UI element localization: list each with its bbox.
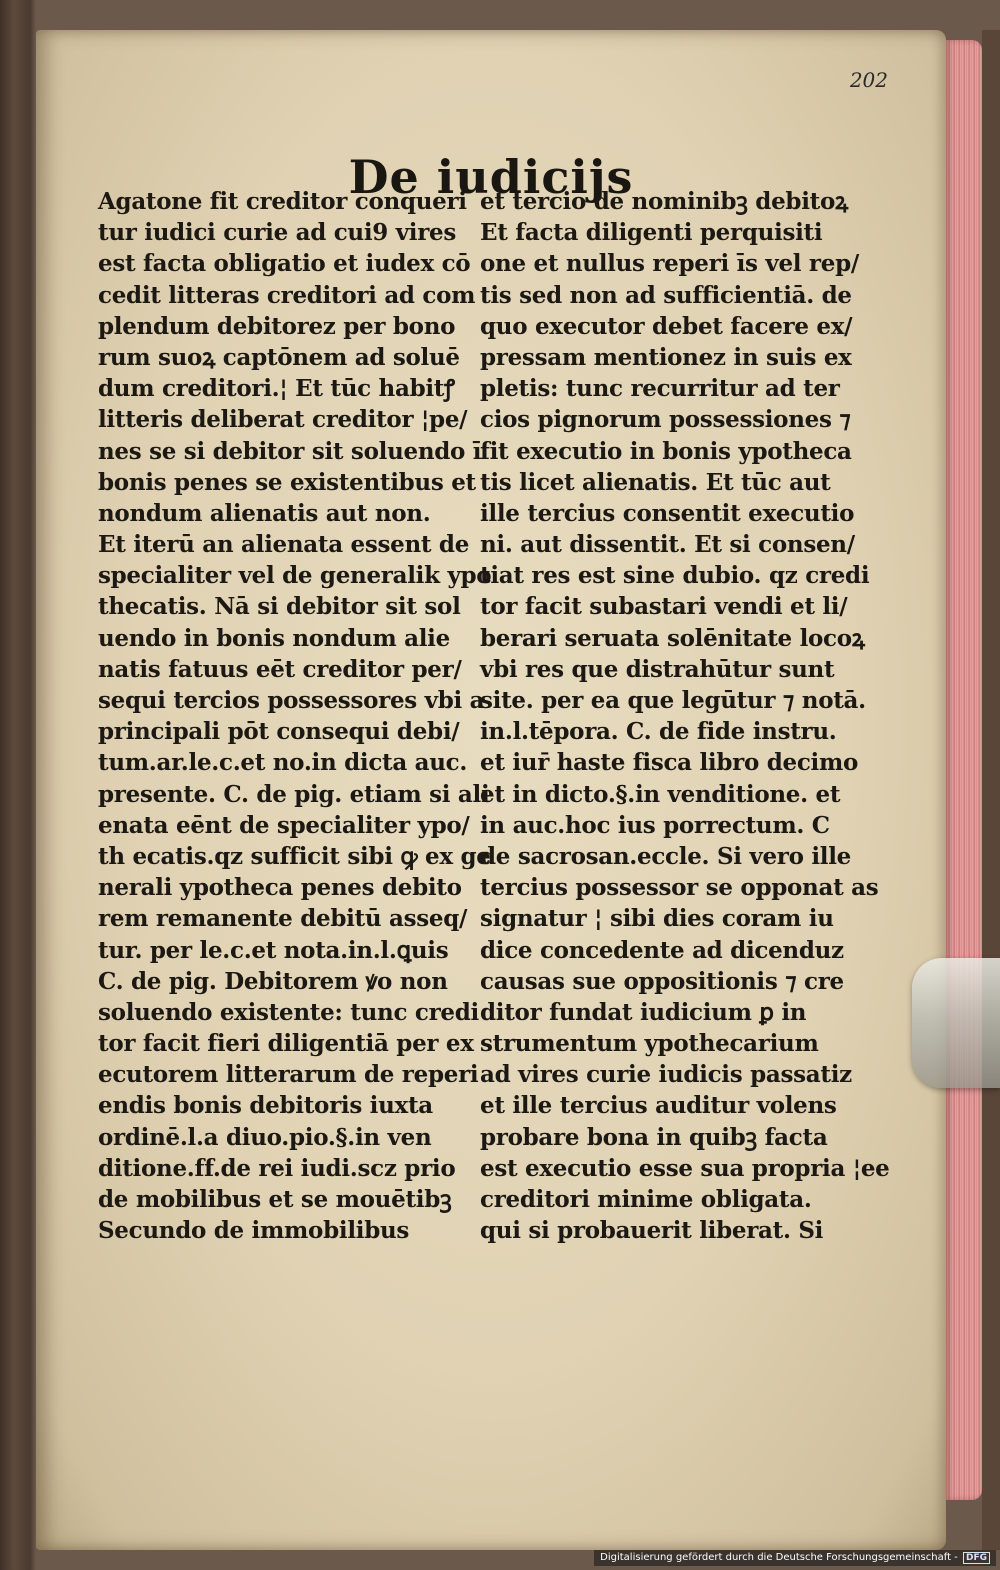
text-line: probare bona in quibꝫ facta xyxy=(480,1123,828,1151)
text-line: et iur̄ haste fisca libro decimo xyxy=(480,749,859,777)
text-line: signatur ¦ sibi dies coram iu xyxy=(480,905,834,933)
text-line: de sacrosan.eccle. Si vero ille xyxy=(480,842,852,870)
text-line: principali pōt consequi debi/ xyxy=(98,718,460,746)
text-line: ecutorem litterarum de reperi xyxy=(98,1061,479,1089)
text-line: est executio esse sua propria ¦ee xyxy=(480,1154,890,1182)
text-line: tor facit subastari vendi et li/ xyxy=(480,593,848,621)
text-line: pressam mentionez in suis ex xyxy=(480,343,852,371)
text-line: tiat res est sine dubio. qz credi xyxy=(480,562,870,590)
text-line: Et iterū an alienata essent de xyxy=(98,531,470,559)
credit-text: Digitalisierung gefördert durch die Deutsche Forschungsgemeinschaft - xyxy=(600,1552,958,1563)
page-edges xyxy=(946,40,982,1500)
left-column xyxy=(98,186,491,1246)
dfg-logo: DFG xyxy=(963,1552,990,1564)
text-line: de mobilibus et se mouētibꝫ xyxy=(98,1186,452,1213)
text-line: dice concedente ad dicenduz xyxy=(480,936,844,964)
text-line: tor facit fieri diligentiā per ex xyxy=(98,1030,474,1058)
text-line: vbi res que distrahūtur sunt xyxy=(480,655,835,683)
text-line: causas sue oppositionis ⁊ cre xyxy=(480,967,844,995)
text-line: et tercio de nominibꝫ debitoꝝ xyxy=(480,188,848,215)
text-line: endis bonis debitoris iuxta xyxy=(98,1092,433,1120)
text-line: thecatis. Nā si debitor sit sol xyxy=(98,593,461,621)
text-line: qui si probauerit liberat. Si xyxy=(480,1217,824,1245)
text-line: nerali ypotheca penes debito xyxy=(98,874,462,902)
text-line: et ille tercius auditur volens xyxy=(480,1092,837,1120)
text-line: fit executio in bonis ypotheca xyxy=(480,437,852,465)
text-line: ad vires curie iudicis passatiz xyxy=(480,1061,852,1089)
text-line: quo executor debet facere ex/ xyxy=(480,312,853,340)
text-line: tis sed non ad sufficientiā. de xyxy=(480,281,852,309)
digitization-credit xyxy=(594,1550,996,1566)
text-line: et in dicto.§.in venditione. et xyxy=(480,780,841,808)
text-line: ni. aut dissentit. Et si consen/ xyxy=(480,531,855,559)
text-line: cedit litteras creditori ad com xyxy=(98,281,476,309)
text-line: soluendo existente: tunc credi xyxy=(98,998,479,1026)
text-line: cios pignorum possessiones ⁊ xyxy=(480,406,851,434)
text-line: th ecatis.qz sufficit sibi ꝙ ex ge xyxy=(98,842,491,870)
text-line: specialiter vel de generalik ypo xyxy=(98,562,492,590)
text-line: ditor fundat iudicium ꝑ in xyxy=(480,998,807,1026)
text-line: uendo in bonis nondum alie xyxy=(98,624,450,652)
text-line: in auc.hoc ius porrectum. C xyxy=(480,811,830,839)
text-line: ordinē.l.a diuo.pio.§.in ven xyxy=(98,1123,432,1151)
right-column xyxy=(480,186,890,1246)
text-line: Agatone fit creditor conqueri xyxy=(98,188,467,215)
text-line: strumentum ypothecarium xyxy=(480,1030,819,1058)
text-line: Secundo de immobilibus xyxy=(98,1217,410,1245)
folio-number: 202 xyxy=(849,68,888,92)
text-line: tis licet alienatis. Et tūc aut xyxy=(480,468,831,496)
text-line: litteris deliberat creditor ¦pe/ xyxy=(98,406,468,434)
text-line: one et nullus reperi īs vel rep/ xyxy=(480,250,859,278)
text-line: Et facta diligenti perquisiti xyxy=(480,219,823,247)
text-line: C. de pig. Debitorem ꝟo non xyxy=(98,967,448,995)
text-line: tur iudici curie ad cui9 vires xyxy=(98,219,456,247)
text-line: tur. per le.c.et nota.in.l.ꝗuis xyxy=(98,936,449,964)
text-line: tercius possessor se opponat as xyxy=(480,874,879,902)
text-line: natis fatuus eēt creditor per/ xyxy=(98,655,462,683)
text-line: rum suoꝝ captōnem ad soluē xyxy=(98,343,460,371)
text-line: est facta obligatio et iudex cō xyxy=(98,250,471,278)
text-line: presente. C. de pig. etiam si ali xyxy=(98,780,490,808)
book-clip xyxy=(912,958,1000,1088)
text-line: site. per ea que legūtur ⁊ notā. xyxy=(480,687,866,714)
text-line: ille tercius consentit executio xyxy=(480,499,855,527)
text-line: bonis penes se existentibus et xyxy=(98,468,476,496)
text-line: nes se si debitor sit soluendo ī xyxy=(98,437,482,465)
text-line: rem remanente debitū asseq/ xyxy=(98,905,468,933)
text-line: in.l.tēpora. C. de fide instru. xyxy=(480,718,837,746)
text-line: ditione.ff.de rei iudi.scz prio xyxy=(98,1154,456,1182)
binding-strip xyxy=(982,30,1000,1550)
text-line: tum.ar.le.c.et no.in dicta auc. xyxy=(98,749,468,777)
text-line: dum creditori.¦ Et tūc habitꝭ xyxy=(98,375,455,403)
text-line: berari seruata solēnitate locoꝝ xyxy=(480,624,865,652)
page-heading: De iudicijs xyxy=(348,150,634,204)
text-line: pletis: tunc recurritur ad ter xyxy=(480,375,840,403)
text-line: nondum alienatis aut non. xyxy=(98,499,431,527)
text-line: enata eēnt de specialiter ypo/ xyxy=(98,811,470,839)
text-line: sequi tercios possessores vbi a xyxy=(98,687,485,714)
text-line: plendum debitorez per bono xyxy=(98,312,456,340)
text-line: creditori minime obligata. xyxy=(480,1186,812,1213)
